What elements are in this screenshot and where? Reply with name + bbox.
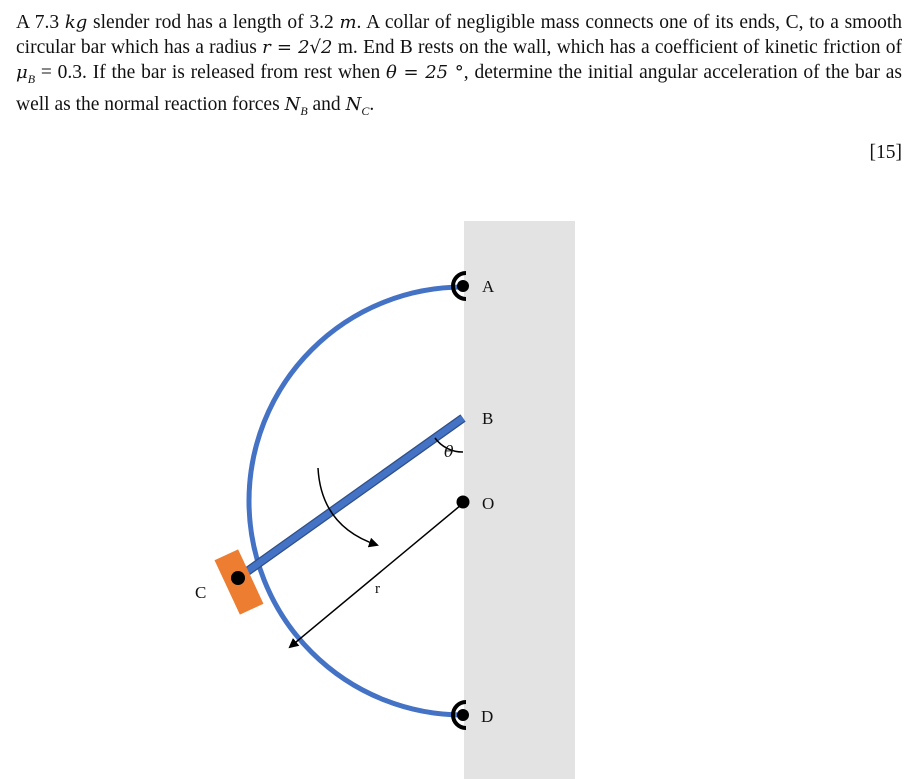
rotation-arrow	[318, 468, 377, 545]
marks-label: [15]	[869, 142, 902, 163]
label-r: r	[375, 581, 380, 597]
radius-expression: r = 2√2	[262, 37, 333, 58]
label-a: A	[482, 277, 495, 296]
label-b: B	[482, 409, 494, 428]
circular-bar	[249, 287, 463, 715]
label-d: D	[481, 707, 494, 726]
wall	[464, 221, 575, 779]
label-theta: θ	[444, 442, 454, 461]
label-o: O	[482, 494, 495, 513]
theta-expression: θ = 25 °	[386, 62, 464, 83]
label-c: C	[195, 583, 207, 602]
problem-statement: A 7.3 kg slender rod has a length of 3.2 m. A collar of negligible mass connects one of its ends, C, to a smooth circular bar which has a radius r = 2√2 m. End B rests on the wall, which has a coefficient of kinetic friction of $\mu_B = 0.3$. If the bar is released from rest when θ = 25 °, determine the initial angular acceleration of the bar as well as the normal reaction forces $N_B$ and $N_C$.	[16, 12, 903, 118]
